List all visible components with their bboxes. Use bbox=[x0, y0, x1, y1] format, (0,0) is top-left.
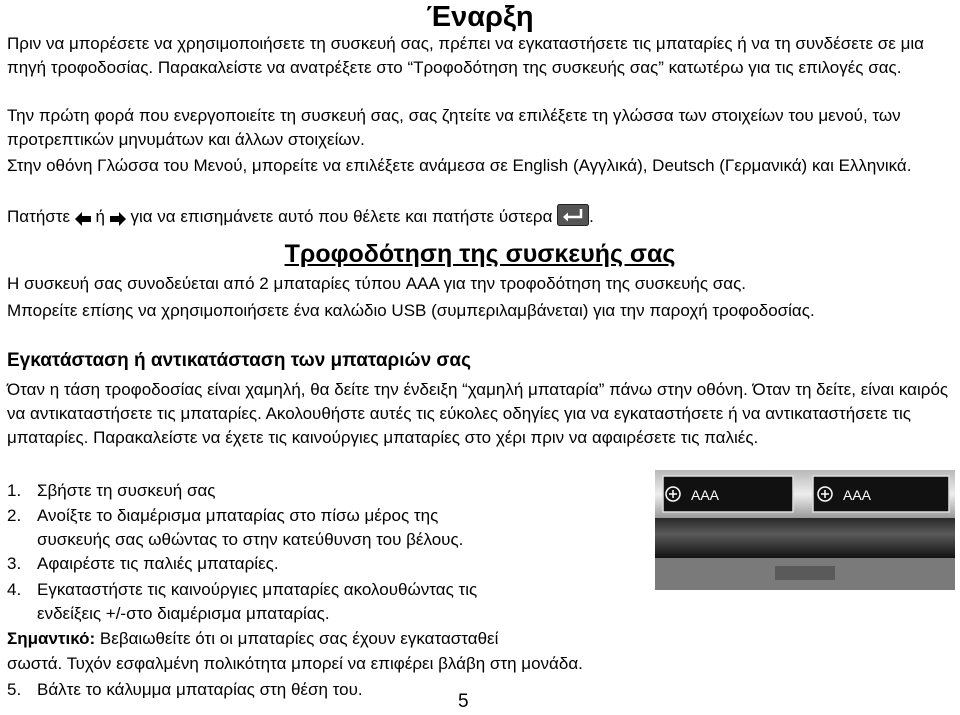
step-number: 5. bbox=[7, 680, 22, 699]
battery-paragraph: Όταν η τάση τροφοδοσίας είναι χαμηλή, θα δείτε την ένδειξη “χαμηλή μπαταρία” πάνω στην οθόνη. Όταν τη δείτε, είναι καιρός να αντικαταστήσετε τις μπαταρίες. Ακολουθήστε αυτές τις εύκολες οδηγίες για να εγκαταστήσετε ή να αντικαταστήσετε τις μπαταρίες. Παρακαλείστε να έχετε τις καινούργιες μπαταρίες στο χέρι πριν να αφαιρέσετε τις παλιές. bbox=[7, 380, 949, 447]
step-text: Αφαιρέστε τις παλιές μπαταρίες. bbox=[37, 554, 279, 573]
press-text-or: ή bbox=[95, 207, 105, 226]
press-instruction bbox=[7, 204, 955, 233]
heading-start: Έναρξη bbox=[426, 1, 534, 33]
step-text: Εγκαταστήστε τις καινούργιες μπαταρίες ακολουθώντας τις bbox=[37, 580, 478, 599]
important-note bbox=[7, 627, 955, 651]
press-text-a: Πατήστε bbox=[7, 207, 71, 226]
important-note-continued: σωστά. Τυχόν εσφαλμένη πολικότητα μπορεί να επιφέρει βλάβη στη μονάδα. bbox=[7, 654, 583, 673]
step-text: Ανοίξτε το διαμέρισμα μπαταρίας στο πίσω μέρος της bbox=[37, 506, 439, 525]
left-arrow-icon bbox=[75, 209, 91, 233]
intro-paragraph-2: Την πρώτη φορά που ενεργοποιείτε τη συσκευή σας, σας ζητείτε να επιλέξετε τη γλώσσα των στοιχείων του μενού, των προτρεπτικών μηνυμάτων και άλλων στοιχείων. bbox=[7, 106, 901, 149]
step-continuation: ενδείξεις +/-στο διαμέρισμα μπαταρίας. bbox=[37, 604, 330, 623]
step-4 bbox=[7, 578, 478, 623]
aaa-label: AAA bbox=[843, 487, 872, 503]
battery-right bbox=[813, 476, 949, 512]
intro-paragraph-3: Στην οθόνη Γλώσσα του Μενού, μπορείτε να επιλέξετε ανάμεσα σε English (Αγγλικά), Deutsch (Γερμανικά) και Ελληνικά. bbox=[7, 156, 912, 175]
step-number: 2. bbox=[7, 506, 22, 525]
press-text-b: για να επισημάνετε αυτό που θέλετε και πατήστε ύστερα bbox=[130, 207, 553, 226]
step-text: Βάλτε το κάλυμμα μπαταρίας στη θέση του. bbox=[37, 680, 363, 699]
battery-slot bbox=[655, 518, 955, 558]
step-2 bbox=[7, 504, 464, 549]
step-number: 4. bbox=[7, 580, 22, 599]
heading-power: Τροφοδότηση της συσκευής σας bbox=[284, 240, 676, 268]
intro-paragraph-1: Πριν να μπορέσετε να χρησιμοποιήσετε τη συσκευή σας, πρέπει να εγκαταστήσετε τις μπαταρίες ή να τη συνδέσετε σε μια πηγή τροφοδοσίας. Παρακαλείστε να ανατρέξετε στο “Τροφοδότηση της συσκευής σας” κατωτέρω για τις επιλογές σας. bbox=[7, 34, 924, 77]
cover-slot bbox=[775, 566, 835, 580]
power-paragraph-2: Μπορείτε επίσης να χρησιμοποιήσετε ένα καλώδιο USB (συμπεριλαμβάνεται) για την παροχή τροφοδοσίας. bbox=[7, 301, 815, 320]
important-text-1: Βεβαιωθείτε ότι οι μπαταρίες σας έχουν εγκατασταθεί bbox=[95, 629, 499, 648]
aaa-label: AAA bbox=[691, 487, 720, 503]
step-continuation: συσκευής σας ωθώντας το στην κατεύθυνση του βέλους. bbox=[37, 530, 464, 549]
page-number: 5 bbox=[458, 691, 469, 712]
step-1 bbox=[7, 479, 216, 503]
step-number: 3. bbox=[7, 554, 22, 573]
battery-compartment-photo bbox=[655, 470, 955, 590]
right-arrow-icon bbox=[110, 209, 126, 233]
step-5 bbox=[7, 678, 363, 702]
important-label: Σημαντικό: bbox=[7, 629, 96, 648]
enter-key-icon bbox=[557, 204, 589, 233]
press-text-end: . bbox=[589, 207, 594, 226]
battery-left bbox=[663, 476, 793, 512]
step-number: 1. bbox=[7, 481, 22, 500]
power-paragraph-1: Η συσκευή σας συνοδεύεται από 2 μπαταρίες τύπου AAA για την τροφοδότηση της συσκευής σας. bbox=[7, 274, 746, 293]
step-3 bbox=[7, 552, 279, 576]
heading-batteries: Εγκατάσταση ή αντικατάσταση των μπαταριών σας bbox=[7, 350, 471, 371]
step-text: Σβήστε τη συσκευή σας bbox=[37, 481, 216, 500]
